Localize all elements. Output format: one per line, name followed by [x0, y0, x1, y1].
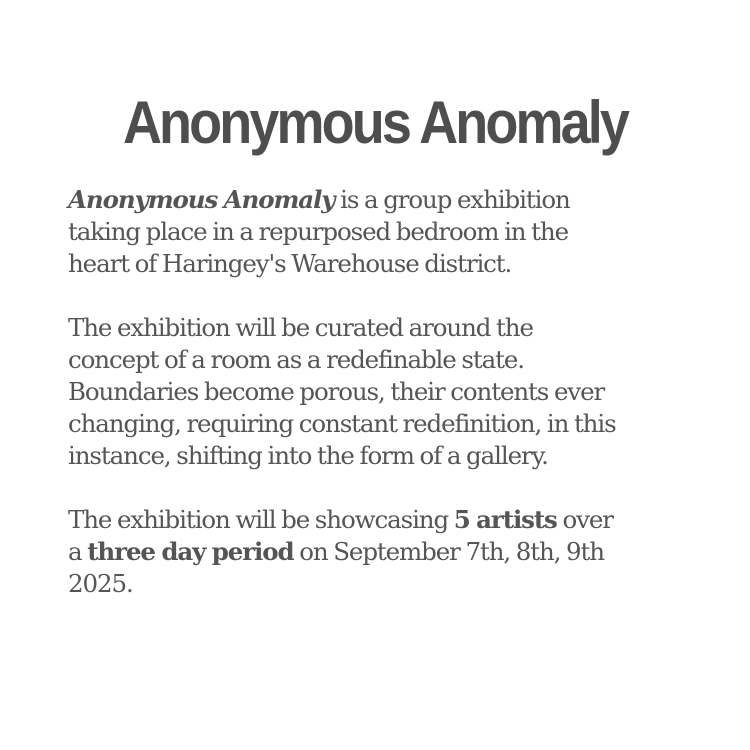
schedule-line-2	[68, 536, 698, 568]
schedule-line-1-start: The exhibition will be showcasing	[68, 505, 454, 534]
intro-line-1-rest: is a group exhibition	[334, 185, 570, 214]
concept-line-3: Boundaries become porous, their contents ever	[68, 377, 605, 406]
concept-line-5: instance, shifting into the form of a gallery.	[68, 441, 548, 470]
schedule-line-2-start: a	[68, 537, 88, 566]
intro-line-2: taking place in a repurposed bedroom in the	[68, 217, 569, 246]
intro-paragraph	[68, 184, 698, 280]
schedule-line-1-end: over	[556, 505, 613, 534]
artist-count: 5 artists	[453, 505, 557, 534]
schedule-dates: on September 7th, 8th, 9th	[293, 537, 604, 566]
intro-line-3: heart of Haringey's Warehouse district.	[68, 249, 512, 278]
page-title: Anonymous Anomaly	[122, 89, 628, 157]
schedule-paragraph	[68, 504, 698, 600]
schedule-year: 2025.	[68, 569, 133, 598]
exhibition-period: three day period	[87, 537, 294, 566]
concept-line-4: changing, requiring constant redefinition, in this	[68, 409, 616, 438]
schedule-line-1	[68, 504, 698, 536]
concept-line-2: concept of a room as a redefinable state.	[68, 345, 524, 374]
exhibition-name: Anonymous Anomaly	[68, 185, 335, 214]
concept-line-1: The exhibition will be curated around the	[68, 313, 533, 342]
concept-paragraph	[68, 312, 698, 472]
intro-line-1	[68, 184, 698, 216]
